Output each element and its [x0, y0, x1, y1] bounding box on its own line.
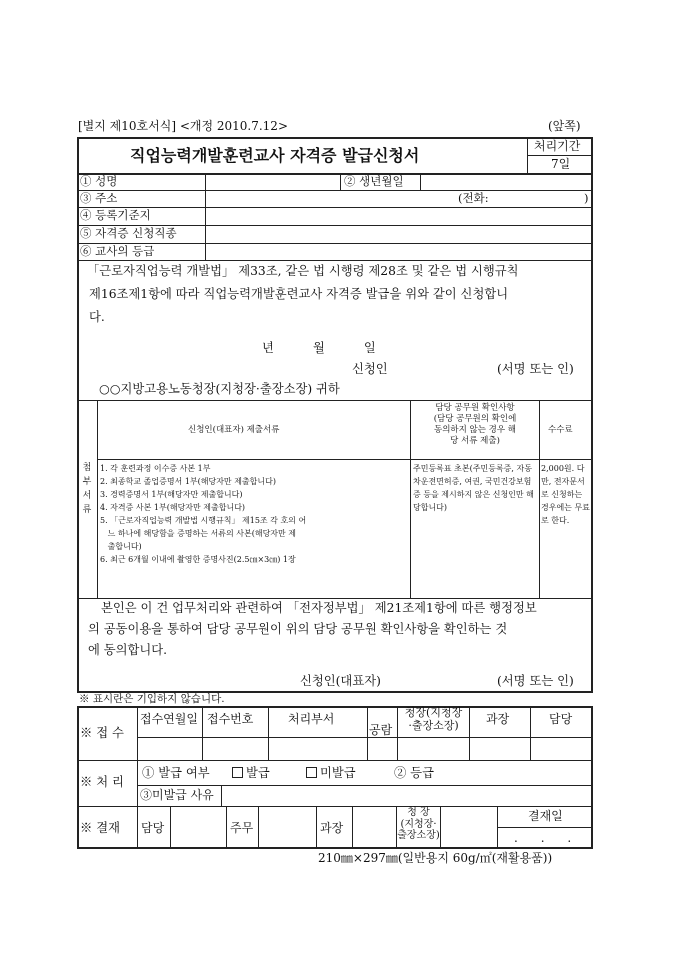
processing-dept-cell[interactable] [269, 738, 366, 759]
approval-chief: 청 장 (지청장· 출장소장) [397, 807, 440, 841]
approval-main: 주무 [230, 821, 254, 835]
grade-result-label: ② 등급 [394, 766, 434, 780]
statement-line2: 제16조제1항에 따라 직업능력개발훈련교사 자격증 발급을 위와 같이 신청합니 [89, 287, 509, 301]
issue-option-label: 발급 [246, 766, 270, 780]
chief-header: 청장(지청장 ·출장소장) [404, 706, 463, 732]
not-issue-checkbox[interactable] [306, 767, 317, 778]
attachments-side-label: 첨 부 서 류 [82, 463, 92, 515]
grade-input[interactable] [206, 244, 592, 259]
approval-staff: 담당 [141, 821, 165, 835]
statement-applicant: 신청인 [352, 362, 388, 376]
attachment-item: 3. 경력증명서 1부(해당자만 제출합니다) [100, 490, 243, 500]
processing-dept-header: 처리부서 [288, 712, 335, 726]
col-fee: 수수료 [548, 425, 573, 435]
qualification-input[interactable] [206, 226, 592, 242]
not-issue-option[interactable] [306, 766, 356, 781]
approval-date-dots: . . . [514, 831, 572, 845]
consent-line2: 의 공동이용을 통하여 담당 공무원이 위의 담당 공무원 확인사항을 확인하는 것 [88, 622, 508, 636]
attachment-item: 1. 각 훈련과정 이수증 사본 1부 [100, 464, 211, 473]
review-header: 공람 [369, 723, 393, 737]
receipt-label: ※ 접 수 [80, 726, 124, 740]
page-side: (앞쪽) [548, 119, 581, 133]
attachment-item: 6. 최근 6개월 이내에 촬영한 증명사진(2.5㎝×3㎝) 1장 [100, 555, 296, 565]
processing-value: 7일 [551, 157, 571, 171]
receipt-number-cell[interactable] [203, 738, 267, 759]
approval-label: ※ 결재 [80, 821, 120, 835]
name-input[interactable] [206, 174, 339, 189]
consent-applicant: 신청인(대표자) [300, 674, 381, 688]
attachment-item: 5. 「근로자직업능력 개발법 시행규칙」 제15조 각 호의 어 느 하나에 해당함을 증명하는 서류의 사본(해당자만 제 출합니다) [100, 516, 307, 552]
statement-line1: 「근로자직업능력 개발법」 제33조, 같은 법 시행령 제28조 및 같은 법 시행규칙 [87, 264, 519, 278]
field-name-label: ① 성명 [80, 174, 118, 188]
field-standard-label: ④ 등록기준지 [80, 208, 151, 222]
form-number: [별지 제10호서식] <개정 2010.7.12> [78, 119, 288, 133]
receipt-number-header: 접수번호 [207, 712, 254, 726]
section-chief-header: 과장 [486, 712, 510, 726]
issue-checkbox[interactable] [232, 767, 243, 778]
recipient: ○○지방고용노동청장(지청장·출장소장) 귀하 [99, 382, 340, 396]
field-qualification-label: ⑤ 자격증 신청직종 [80, 226, 177, 240]
paper-spec: 210㎜×297㎜(일반용지 60g/㎡(재활용품)) [318, 851, 553, 865]
col-applicant-docs: 신청인(대표자) 제출서류 [188, 425, 280, 435]
address-input[interactable] [206, 191, 456, 206]
birth-input[interactable] [421, 174, 592, 189]
attachment-item: 4. 자격증 사본 1부(해당자만 제출합니다) [100, 503, 246, 513]
field-birth-label: ② 생년월일 [344, 174, 404, 188]
issue-yn-label: ① 발급 여부 [142, 766, 210, 780]
consent-line1: 본인은 이 건 업무처리와 관련하여 「전자정부법」 제21조제1항에 따른 행정정보 [101, 601, 537, 615]
field-address-label: ③ 주소 [80, 191, 118, 205]
not-issue-reason-input[interactable] [222, 786, 592, 805]
not-issue-option-label: 미발급 [320, 766, 356, 780]
statement-line3: 다. [89, 310, 105, 324]
staff-header: 담당 [549, 712, 573, 726]
statement-date: 년 월 일 [262, 341, 376, 355]
receipt-date-header: 접수연월일 [140, 712, 198, 726]
issue-option[interactable] [232, 766, 270, 781]
approval-date-header: 결재일 [528, 809, 563, 823]
fee-text: 2,000원. 다만, 전자문서로 신청하는 경우에는 무료로 한다. [541, 464, 590, 526]
consent-line3: 에 동의합니다. [88, 643, 168, 657]
receipt-date-cell[interactable] [138, 738, 201, 759]
phone-close: ) [584, 191, 589, 205]
not-issue-reason-label: ③미발급 사유 [140, 788, 214, 802]
col-officer-check: 담당 공무원 확인사항 (담당 공무원의 확인에 동의하지 않는 경우 해 당 서류 제출) [433, 403, 517, 447]
phone-label: (전화: [458, 191, 489, 205]
field-grade-label: ⑥ 교사의 등급 [80, 244, 155, 258]
processing-label: 처리기간 [534, 139, 581, 153]
form-title: 직업능력개발훈련교사 자격증 발급신청서 [130, 146, 420, 165]
attachment-item: 2. 최종학교 졸업증명서 1부(해당자만 제출합니다) [100, 477, 276, 487]
standard-input[interactable] [206, 208, 592, 224]
approval-section-chief: 과장 [320, 821, 344, 835]
attachment-list [100, 462, 408, 566]
process-label: ※ 처 리 [80, 775, 124, 789]
officer-check-text: 주민등록표 초본(주민등록증, 자동차운전면허증, 여권, 국민건강보험증 등을 제시하지 않은 신청인만 해당합니다) [413, 464, 534, 513]
statement-sign: (서명 또는 인) [497, 362, 574, 376]
consent-sign: (서명 또는 인) [497, 674, 574, 688]
admin-note: ※ 표시란은 기입하지 않습니다. [79, 693, 225, 705]
